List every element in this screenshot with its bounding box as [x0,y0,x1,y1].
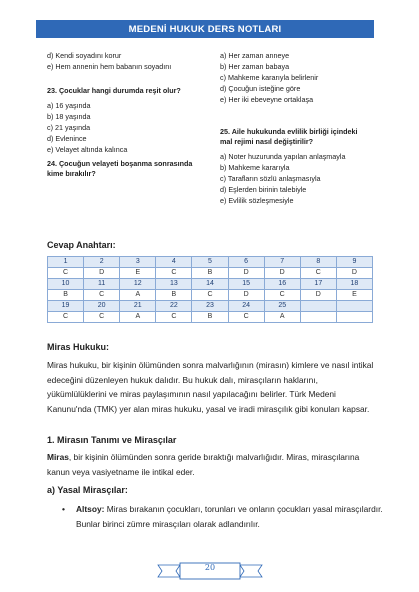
answer-key-number-cell: 18 [336,279,372,290]
page-number: 20 [204,563,216,572]
header-title: MEDENİ HUKUK DERS NOTLARI [128,23,282,35]
answer-key-number-cell: 23 [192,301,228,312]
answer-key-answer-cell: A [120,290,156,301]
answer-key-answer-row [48,268,373,279]
answer-key-answer-cell: E [336,290,372,301]
option: a) Noter huzurunda yapılan anlaşmayla [220,152,346,161]
answer-key-title: Cevap Anahtarı: [47,240,116,250]
definition-lead: Miras [47,452,69,462]
answer-key-number-cell [300,301,336,312]
option: c) Tarafların sözlü anlaşmasıyla [220,174,321,183]
page-header [36,20,374,38]
answer-key-number-cell: 22 [156,301,192,312]
answer-key-answer-cell: D [300,290,336,301]
answer-key-answer-cell: D [228,268,264,279]
answer-key-number-cell: 2 [84,257,120,268]
answer-key-number-cell: 17 [300,279,336,290]
option: c) 21 yaşında [47,123,91,132]
question-24 [47,159,212,179]
answer-key-answer-cell: C [192,290,228,301]
option: b) Her zaman babaya [220,62,290,71]
answer-key-answer-cell: C [156,268,192,279]
answer-key-answer-cell: D [264,268,300,279]
answer-key-number-cell: 21 [120,301,156,312]
subsection-title: 1. Mirasın Tanımı ve Mirasçılar [47,435,177,445]
answer-key-number-row [48,257,373,268]
answer-key-number-cell: 25 [264,301,300,312]
right-question-column [220,50,390,206]
intro-paragraph: Miras hukuku, bir kişinin ölümünden sonra malvarlığının (mirasın) kimlere ve nasıl intikal edeceğini düzenleyen hukuk dalıdır. Bu hukuk dalı, mirasçıların haklarını, yükümlülüklerini ve miras paylaşımının nasıl yapılacağını belirler. Türk Medeni Kanunu'nda (TMK) yer alan miras hukuku, yasal ve iradi mirasçılık gibi konuları kapsar. [47,360,374,414]
answer-key-answer-cell: C [300,268,336,279]
answer-key-number-cell: 9 [336,257,372,268]
section-title: Miras Hukuku: [47,342,110,352]
answer-key-number-cell: 1 [48,257,84,268]
answer-key-number-cell: 6 [228,257,264,268]
answer-key-number-cell: 3 [120,257,156,268]
option: e) Her iki ebeveyne ortaklaşa [220,95,314,104]
definition-text: , bir kişinin ölümünden sonra geride bıraktığı malvarlığıdır. Miras, mirasçılarına kanun veya vasiyetname ile intikal eder. [47,452,360,477]
answer-key-number-cell: 19 [48,301,84,312]
option: c) Mahkeme kararıyla belirlenir [220,73,319,82]
question-23: 23. Çocuklar hangi durumda reşit olur? [47,86,181,95]
answer-key-answer-cell: C [48,268,84,279]
answer-key-answer-cell [300,312,336,323]
bullet-dot-icon: • [62,504,65,514]
answer-key-answer-cell: B [48,290,84,301]
answer-key-number-cell: 5 [192,257,228,268]
question-25-line1: 25. Aile hukukunda evlilik birliği içindeki [220,127,358,136]
answer-key-number-cell: 11 [84,279,120,290]
answer-key-answer-cell [336,312,372,323]
answer-key-number-cell: 12 [120,279,156,290]
answer-key-number-row [48,279,373,290]
question-25 [220,127,390,147]
left-question-column [47,50,212,183]
answer-key-number-cell: 14 [192,279,228,290]
question-24-line1: 24. Çocuğun velayeti boşanma sonrasında [47,159,193,168]
answer-key-table [47,256,373,323]
bullet-lead: Altsoy: [76,504,105,514]
answer-key-number-cell: 8 [300,257,336,268]
answer-key-answer-cell: D [228,290,264,301]
answer-key-answer-cell: B [156,290,192,301]
option: e) Evlilik sözleşmesiyle [220,196,294,205]
answer-key-number-row [48,301,373,312]
bullet-item [60,502,392,531]
option: e) Velayet altında kalınca [47,145,128,154]
answer-key-answer-cell: C [156,312,192,323]
definition-paragraph [47,450,377,479]
option: b) Mahkeme kararıyla [220,163,290,172]
option: d) Çocuğun isteğine göre [220,84,301,93]
answer-key-number-cell: 10 [48,279,84,290]
answer-key-number-cell: 4 [156,257,192,268]
answer-key-answer-row [48,312,373,323]
answer-key-answer-cell: B [192,312,228,323]
answer-key-answer-cell: D [84,268,120,279]
answer-key-answer-cell: C [228,312,264,323]
answer-key-number-cell: 20 [84,301,120,312]
answer-key-answer-cell: E [120,268,156,279]
option: d) Kendi soyadını korur [47,51,122,60]
option: d) Evlenince [47,134,87,143]
page-footer [150,560,270,582]
answer-key-answer-row [48,290,373,301]
question-25-line2: mal rejimi nasıl değiştirilir? [220,137,314,146]
question-24-line2: kime bırakılır? [47,169,96,178]
option: a) Her zaman anneye [220,51,290,60]
answer-key-number-cell: 15 [228,279,264,290]
option: b) 18 yaşında [47,112,91,121]
answer-key-answer-cell: A [264,312,300,323]
answer-key-answer-cell: B [192,268,228,279]
answer-key-number-cell: 13 [156,279,192,290]
option: e) Hem annenin hem babanın soyadını [47,62,172,71]
answer-key-answer-cell: C [48,312,84,323]
answer-key-number-cell: 7 [264,257,300,268]
option: d) Eşlerden birinin talebiyle [220,185,307,194]
bullet-text: Miras bırakanın çocukları, torunları ve onların çocukları yasal mirasçılardır. Bunlar birinci zümre mirasçıları olarak adlandırılır. [76,504,383,529]
option: a) 16 yaşında [47,101,91,110]
answer-key-answer-cell: A [120,312,156,323]
answer-key-number-cell: 16 [264,279,300,290]
answer-key-answer-cell: C [84,290,120,301]
answer-key-number-cell: 24 [228,301,264,312]
subsection-title-legal-heirs: a) Yasal Mirasçılar: [47,485,128,495]
answer-key-number-cell [336,301,372,312]
answer-key-answer-cell: C [84,312,120,323]
answer-key-answer-cell: D [336,268,372,279]
answer-key-answer-cell: C [264,290,300,301]
